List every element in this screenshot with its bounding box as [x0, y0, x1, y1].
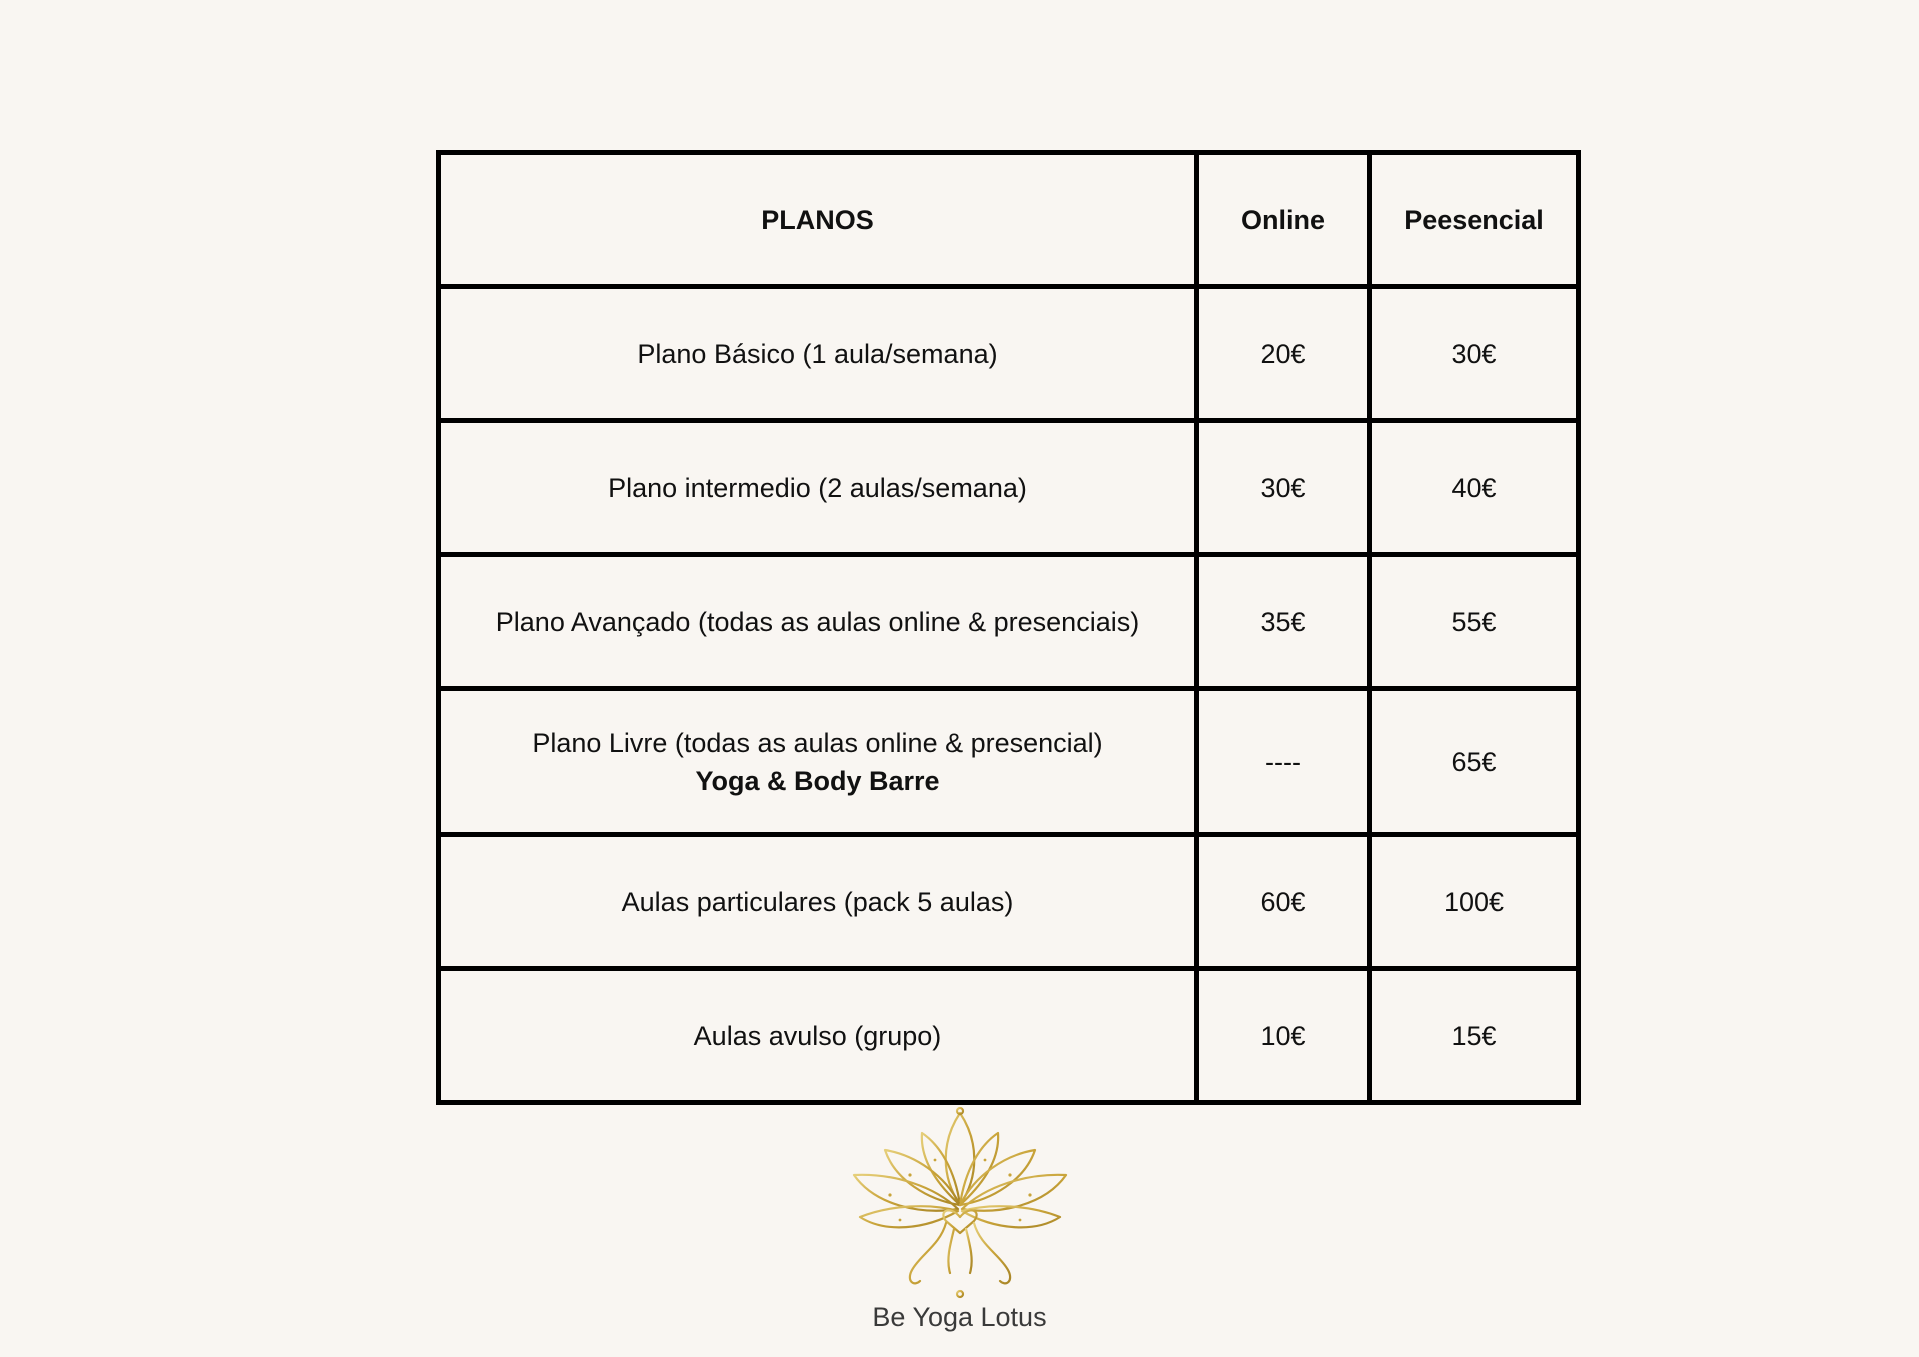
- plan-name: Plano Básico (1 aula/semana): [637, 338, 998, 369]
- plan-name-cell: [439, 689, 1197, 835]
- presencial-price-cell: 55€: [1370, 555, 1579, 689]
- table-header-row: [439, 153, 1579, 287]
- table-row: [439, 421, 1579, 555]
- plan-name: Aulas avulso (grupo): [693, 1020, 942, 1051]
- plan-name-cell: [439, 969, 1197, 1103]
- plan-name-cell: [439, 555, 1197, 689]
- logo: [850, 1105, 1070, 1310]
- presencial-price-cell: 15€: [1370, 969, 1579, 1103]
- table-row: [439, 835, 1579, 969]
- table-row: [439, 689, 1579, 835]
- plan-subtitle: Yoga & Body Barre: [695, 765, 940, 796]
- plan-name: Plano intermedio (2 aulas/semana): [608, 472, 1027, 503]
- plan-name: Plano Livre (todas as aulas online & presencial): [532, 727, 1103, 758]
- table-row: [439, 287, 1579, 421]
- plan-name-cell: [439, 835, 1197, 969]
- header-online: Online: [1197, 153, 1370, 287]
- presencial-price-cell: 40€: [1370, 421, 1579, 555]
- online-price-cell: 10€: [1197, 969, 1370, 1103]
- presencial-price-cell: 100€: [1370, 835, 1579, 969]
- presencial-price-cell: 30€: [1370, 287, 1579, 421]
- plan-name: Plano Avançado (todas as aulas online & presenciais): [495, 606, 1140, 637]
- header-presencial: Peesencial: [1370, 153, 1579, 287]
- online-price-cell: 20€: [1197, 287, 1370, 421]
- online-price-cell: 30€: [1197, 421, 1370, 555]
- pricing-table: [436, 150, 1581, 1105]
- lotus-icon: [850, 1105, 1070, 1310]
- online-price-cell: 35€: [1197, 555, 1370, 689]
- online-price-cell: 60€: [1197, 835, 1370, 969]
- plan-name-cell: [439, 421, 1197, 555]
- plan-name: Aulas particulares (pack 5 aulas): [621, 886, 1014, 917]
- presencial-price-cell: 65€: [1370, 689, 1579, 835]
- table-row: [439, 555, 1579, 689]
- header-plans: PLANOS: [439, 153, 1197, 287]
- brand-name: Be Yoga Lotus: [872, 1302, 1047, 1332]
- online-price-cell: ----: [1197, 689, 1370, 835]
- plan-name-cell: [439, 287, 1197, 421]
- table-row: [439, 969, 1579, 1103]
